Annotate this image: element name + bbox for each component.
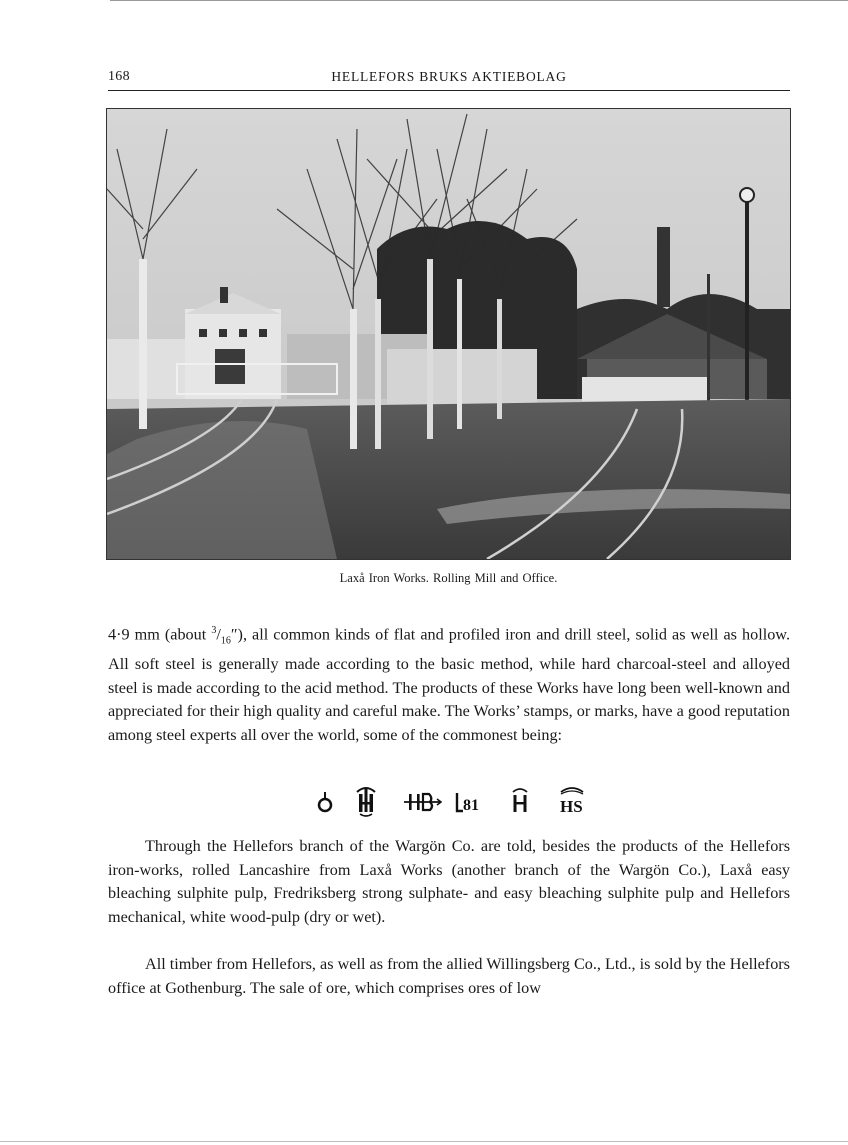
top-edge-rule	[110, 0, 848, 1]
bottom-edge-rule	[0, 1141, 848, 1142]
paragraph-3: All timber from Hellefors, as well as from the allied Willingsberg Co., Ltd., is sold by the Hellefors office at Gothenburg. The sale of ore, which comprises ores of low	[108, 955, 790, 997]
paragraph-1-trail: ″), all common kinds of flat and profiled iron and drill steel, solid as well as hollow. All soft steel is generally made according to the basic method, while hard charcoal-steel and alloyed steel is made according to the acid method. The products of these Works have long been well-known and appreciated for their high quality and careful make. The Works’ stamps, or marks, have a good reputation among steel experts all over the world, some of the commonest being:	[108, 625, 790, 744]
svg-text:HS: HS	[560, 797, 583, 816]
paragraph-2: Through the Hellefors branch of the Wargön Co. are told, besides the products of the Hellefors iron-works, rolled Lancashire from Laxå Works (another branch of the Wargön Co.), Laxå easy bleaching sulphite pulp, Fredriksberg strong sulphate- and easy bleaching sulphite pulp and Hellefors mechanical, white wood-pulp (dry or wet).	[108, 837, 790, 926]
stamp-mark-3	[402, 784, 442, 818]
figure-caption: Laxå Iron Works. Rolling Mill and Office.	[339, 571, 558, 585]
stamp-mark-6	[558, 784, 586, 818]
paragraph-1: 4·9 mm (about $^3/_{16}''$), all common kinds of flat and profiled iron and drill steel, solid as well as hollow. All soft steel is generally made according to the basic method, while hard charcoal-steel and alloyed steel is made according to the acid method. The products of these Works have long been well-known and appreciated for their high quality and careful make. The Works’ stamps, or marks, have a good reputation among steel experts all over the world, some of the commonest being:	[108, 625, 790, 744]
header-rule	[108, 90, 790, 91]
fraction-numerator: 3	[211, 625, 217, 636]
paragraph-1-lead: 4·9 mm (about	[108, 625, 212, 644]
fraction-denominator: 16	[220, 635, 231, 647]
works-stamps	[300, 784, 600, 818]
stamp-mark-1	[314, 784, 336, 818]
svg-text:81: 81	[463, 797, 479, 814]
page-number: 168	[108, 69, 130, 84]
rolling-mill-photo	[106, 108, 791, 560]
stamp-mark-4	[454, 784, 484, 818]
running-title: HELLEFORS BRUKS AKTIEBOLAG	[331, 69, 567, 84]
stamp-mark-2	[354, 784, 378, 818]
page-header	[108, 69, 790, 89]
stamp-mark-5	[510, 784, 530, 818]
